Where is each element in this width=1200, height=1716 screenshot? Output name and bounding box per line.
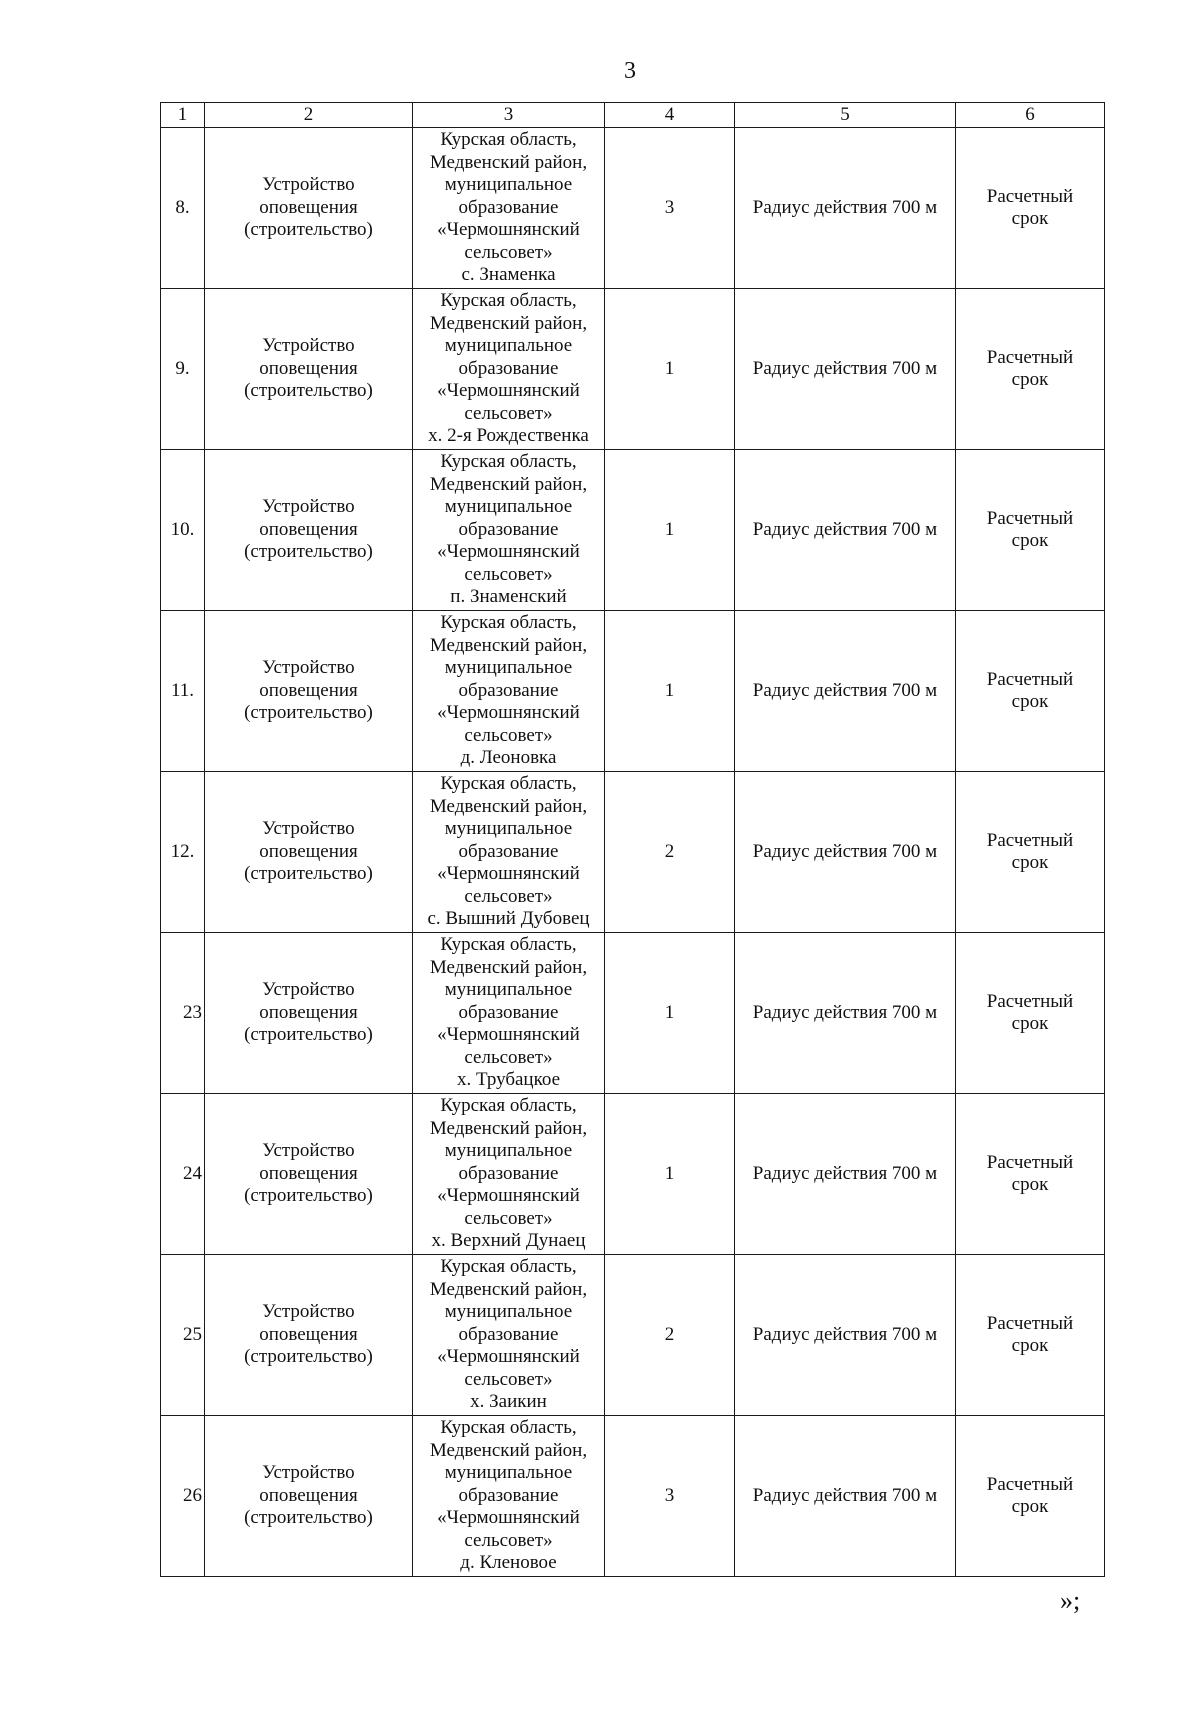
object-name-line: Устройство bbox=[262, 818, 355, 840]
address-line: «Чермошнянский bbox=[437, 1024, 580, 1046]
term-cell bbox=[956, 1255, 1105, 1416]
object-name-line: Устройство bbox=[262, 496, 355, 518]
address-line: сельсовет» bbox=[464, 563, 553, 585]
object-name-cell bbox=[205, 450, 413, 611]
object-name-cell bbox=[205, 933, 413, 1094]
row-number-cell: 25 bbox=[161, 1255, 205, 1416]
object-name-line: оповещения bbox=[259, 1484, 358, 1506]
table-row bbox=[161, 1255, 1105, 1416]
header-cell-6: 6 bbox=[956, 103, 1105, 128]
header-cell-1: 1 bbox=[161, 103, 205, 128]
term-line: срок bbox=[1011, 1496, 1049, 1517]
object-name-line: оповещения bbox=[259, 840, 358, 862]
address-cell bbox=[413, 611, 605, 772]
object-name-line: оповещения bbox=[259, 357, 358, 379]
address-line: Медвенский район, bbox=[429, 956, 588, 978]
term-line: срок bbox=[1011, 852, 1049, 873]
object-name-line: (строительство) bbox=[244, 541, 373, 563]
term-line: Расчетный bbox=[986, 990, 1074, 1012]
radius-cell: Радиус действия 700 м bbox=[735, 289, 956, 450]
term-line: срок bbox=[1011, 691, 1049, 712]
object-name-line: оповещения bbox=[259, 518, 358, 540]
table-row bbox=[161, 1094, 1105, 1255]
object-name-line: Устройство bbox=[262, 335, 355, 357]
address-cell bbox=[413, 772, 605, 933]
address-line: Курская область, bbox=[440, 1256, 577, 1278]
address-line: образование bbox=[458, 196, 559, 218]
address-line: Курская область, bbox=[440, 290, 577, 312]
object-name-line: Устройство bbox=[262, 979, 355, 1001]
term-line: срок bbox=[1011, 1174, 1049, 1195]
term-cell bbox=[956, 289, 1105, 450]
term-line: Расчетный bbox=[986, 1312, 1074, 1334]
address-line: образование bbox=[458, 1162, 559, 1184]
address-line: сельсовет» bbox=[464, 1368, 553, 1390]
row-number-cell: 24 bbox=[161, 1094, 205, 1255]
radius-cell: Радиус действия 700 м bbox=[735, 1094, 956, 1255]
address-line: образование bbox=[458, 357, 559, 379]
address-line: х. Верхний Дунаец bbox=[431, 1230, 586, 1252]
address-line: «Чермошнянский bbox=[437, 1185, 580, 1207]
address-cell bbox=[413, 1255, 605, 1416]
address-line: с. Вышний Дубовец bbox=[427, 908, 590, 930]
table-row bbox=[161, 611, 1105, 772]
object-name-line: (строительство) bbox=[244, 1346, 373, 1368]
term-line: срок bbox=[1011, 208, 1049, 229]
object-name-line: Устройство bbox=[262, 1301, 355, 1323]
object-name-cell bbox=[205, 772, 413, 933]
address-line: муниципальное bbox=[444, 818, 573, 840]
object-name-line: (строительство) bbox=[244, 1507, 373, 1529]
address-line: сельсовет» bbox=[464, 1207, 553, 1229]
address-line: образование bbox=[458, 840, 559, 862]
term-cell bbox=[956, 450, 1105, 611]
address-line: сельсовет» bbox=[464, 241, 553, 263]
address-line: образование bbox=[458, 1001, 559, 1023]
address-line: д. Леоновка bbox=[460, 747, 557, 769]
address-cell bbox=[413, 1094, 605, 1255]
count-cell: 3 bbox=[605, 1416, 735, 1577]
address-line: Медвенский район, bbox=[429, 473, 588, 495]
table-body bbox=[161, 103, 1105, 1577]
address-line: Курская область, bbox=[440, 773, 577, 795]
closing-quote-mark: »; bbox=[1060, 1586, 1081, 1615]
address-line: «Чермошнянский bbox=[437, 1507, 580, 1529]
count-cell: 2 bbox=[605, 1255, 735, 1416]
address-line: Курская область, bbox=[440, 1095, 577, 1117]
row-number-cell: 11. bbox=[161, 611, 205, 772]
object-name-line: оповещения bbox=[259, 679, 358, 701]
row-number-cell: 23 bbox=[161, 933, 205, 1094]
object-name-cell bbox=[205, 289, 413, 450]
radius-cell: Радиус действия 700 м bbox=[735, 450, 956, 611]
address-line: Курская область, bbox=[440, 1417, 577, 1439]
address-line: х. 2-я Рождественка bbox=[428, 425, 589, 447]
address-line: сельсовет» bbox=[464, 1529, 553, 1551]
object-name-line: Устройство bbox=[262, 1140, 355, 1162]
address-line: сельсовет» bbox=[464, 885, 553, 907]
term-line: Расчетный bbox=[986, 185, 1074, 207]
object-name-cell bbox=[205, 611, 413, 772]
header-cell-2: 2 bbox=[205, 103, 413, 128]
term-line: Расчетный bbox=[986, 829, 1074, 851]
address-line: «Чермошнянский bbox=[437, 380, 580, 402]
address-cell bbox=[413, 1416, 605, 1577]
address-cell bbox=[413, 450, 605, 611]
object-name-line: оповещения bbox=[259, 196, 358, 218]
term-line: Расчетный bbox=[986, 668, 1074, 690]
term-cell bbox=[956, 1094, 1105, 1255]
page-number: 3 bbox=[624, 58, 636, 84]
address-line: Курская область, bbox=[440, 451, 577, 473]
address-line: д. Кленовое bbox=[460, 1552, 557, 1574]
radius-cell: Радиус действия 700 м bbox=[735, 772, 956, 933]
object-name-line: (строительство) bbox=[244, 702, 373, 724]
count-cell: 3 bbox=[605, 128, 735, 289]
address-line: «Чермошнянский bbox=[437, 541, 580, 563]
address-line: сельсовет» bbox=[464, 1046, 553, 1068]
object-name-cell bbox=[205, 1255, 413, 1416]
address-line: сельсовет» bbox=[464, 724, 553, 746]
object-name-line: Устройство bbox=[262, 657, 355, 679]
address-line: Медвенский район, bbox=[429, 795, 588, 817]
term-line: срок bbox=[1011, 1013, 1049, 1034]
object-name-line: оповещения bbox=[259, 1162, 358, 1184]
address-line: образование bbox=[458, 1484, 559, 1506]
address-cell bbox=[413, 128, 605, 289]
term-cell bbox=[956, 1416, 1105, 1577]
term-cell bbox=[956, 128, 1105, 289]
header-cell-3: 3 bbox=[413, 103, 605, 128]
row-number-cell: 10. bbox=[161, 450, 205, 611]
table-row bbox=[161, 289, 1105, 450]
term-line: Расчетный bbox=[986, 1151, 1074, 1173]
radius-cell: Радиус действия 700 м bbox=[735, 128, 956, 289]
radius-cell: Радиус действия 700 м bbox=[735, 1255, 956, 1416]
count-cell: 1 bbox=[605, 611, 735, 772]
address-line: муниципальное bbox=[444, 496, 573, 518]
address-line: Медвенский район, bbox=[429, 312, 588, 334]
address-cell bbox=[413, 933, 605, 1094]
object-name-line: (строительство) bbox=[244, 863, 373, 885]
table-row bbox=[161, 450, 1105, 611]
table-row bbox=[161, 772, 1105, 933]
row-number-cell: 9. bbox=[161, 289, 205, 450]
address-line: Медвенский район, bbox=[429, 1278, 588, 1300]
address-line: образование bbox=[458, 518, 559, 540]
address-line: Курская область, bbox=[440, 612, 577, 634]
count-cell: 1 bbox=[605, 1094, 735, 1255]
address-line: образование bbox=[458, 679, 559, 701]
count-cell: 1 bbox=[605, 450, 735, 611]
address-line: п. Знаменский bbox=[450, 586, 567, 608]
address-line: муниципальное bbox=[444, 657, 573, 679]
term-cell bbox=[956, 611, 1105, 772]
address-line: Медвенский район, bbox=[429, 1439, 588, 1461]
object-name-line: оповещения bbox=[259, 1001, 358, 1023]
object-name-line: (строительство) bbox=[244, 219, 373, 241]
address-line: муниципальное bbox=[444, 335, 573, 357]
address-line: «Чермошнянский bbox=[437, 863, 580, 885]
address-line: муниципальное bbox=[444, 979, 573, 1001]
header-cell-5: 5 bbox=[735, 103, 956, 128]
count-cell: 2 bbox=[605, 772, 735, 933]
table-row bbox=[161, 933, 1105, 1094]
address-line: муниципальное bbox=[444, 1462, 573, 1484]
object-name-line: Устройство bbox=[262, 174, 355, 196]
count-cell: 1 bbox=[605, 933, 735, 1094]
object-name-line: (строительство) bbox=[244, 1024, 373, 1046]
header-cell-4: 4 bbox=[605, 103, 735, 128]
address-line: сельсовет» bbox=[464, 402, 553, 424]
table-header-row bbox=[161, 103, 1105, 128]
term-line: Расчетный bbox=[986, 507, 1074, 529]
term-cell bbox=[956, 772, 1105, 933]
address-line: «Чермошнянский bbox=[437, 702, 580, 724]
table-row bbox=[161, 1416, 1105, 1577]
address-line: «Чермошнянский bbox=[437, 1346, 580, 1368]
table-row bbox=[161, 128, 1105, 289]
row-number-cell: 8. bbox=[161, 128, 205, 289]
count-cell: 1 bbox=[605, 289, 735, 450]
address-line: с. Знаменка bbox=[461, 264, 556, 286]
term-line: срок bbox=[1011, 530, 1049, 551]
address-line: образование bbox=[458, 1323, 559, 1345]
address-line: Медвенский район, bbox=[429, 151, 588, 173]
term-line: срок bbox=[1011, 1335, 1049, 1356]
radius-cell: Радиус действия 700 м bbox=[735, 611, 956, 772]
object-name-line: (строительство) bbox=[244, 1185, 373, 1207]
address-line: х. Заикин bbox=[470, 1391, 547, 1413]
row-number-cell: 26 bbox=[161, 1416, 205, 1577]
address-line: Курская область, bbox=[440, 934, 577, 956]
object-name-line: оповещения bbox=[259, 1323, 358, 1345]
term-line: Расчетный bbox=[986, 1473, 1074, 1495]
term-cell bbox=[956, 933, 1105, 1094]
address-line: «Чермошнянский bbox=[437, 219, 580, 241]
object-name-cell bbox=[205, 128, 413, 289]
object-name-cell bbox=[205, 1094, 413, 1255]
object-name-line: (строительство) bbox=[244, 380, 373, 402]
radius-cell: Радиус действия 700 м bbox=[735, 933, 956, 1094]
row-number-cell: 12. bbox=[161, 772, 205, 933]
address-line: х. Трубацкое bbox=[456, 1069, 561, 1091]
object-name-line: Устройство bbox=[262, 1462, 355, 1484]
radius-cell: Радиус действия 700 м bbox=[735, 1416, 956, 1577]
address-line: Курская область, bbox=[440, 129, 577, 151]
term-line: Расчетный bbox=[986, 346, 1074, 368]
address-line: Медвенский район, bbox=[429, 634, 588, 656]
address-line: муниципальное bbox=[444, 1301, 573, 1323]
address-line: муниципальное bbox=[444, 1140, 573, 1162]
address-line: Медвенский район, bbox=[429, 1117, 588, 1139]
infrastructure-table bbox=[160, 102, 1105, 1577]
term-line: срок bbox=[1011, 369, 1049, 390]
address-cell bbox=[413, 289, 605, 450]
address-line: муниципальное bbox=[444, 174, 573, 196]
object-name-cell bbox=[205, 1416, 413, 1577]
